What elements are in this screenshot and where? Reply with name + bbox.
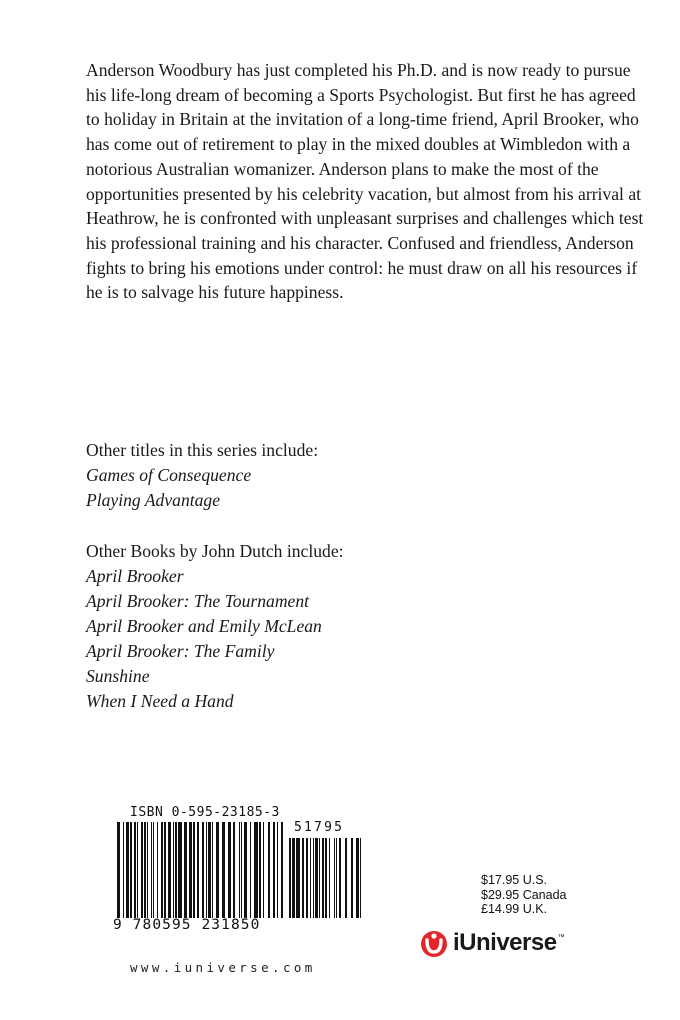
- barcode-bar: [360, 838, 361, 918]
- barcode-bar: [233, 822, 235, 918]
- barcode-bar: [193, 822, 195, 918]
- price-code: 51795: [294, 820, 345, 835]
- barcode-bar: [336, 838, 337, 918]
- other-books-heading: Other Books by John Dutch include:: [86, 541, 344, 561]
- barcode-bar: [197, 822, 199, 918]
- book-title: April Brooker and Emily McLean: [86, 616, 322, 636]
- barcode-bar: [151, 822, 152, 918]
- barcode-bar: [123, 822, 124, 918]
- barcode-bar: [315, 838, 318, 918]
- series-heading: Other titles in this series include:: [86, 440, 319, 460]
- ean-barcode: [117, 822, 283, 918]
- barcode-bar: [117, 822, 120, 918]
- barcode-bar: [281, 822, 283, 918]
- barcode-bar: [147, 822, 148, 918]
- barcode-bar: [134, 822, 136, 918]
- barcode-bar: [141, 822, 143, 918]
- other-books: [86, 539, 646, 714]
- barcode-bar: [289, 838, 291, 918]
- barcode-bar: [175, 822, 177, 918]
- book-title: April Brooker: The Tournament: [86, 591, 310, 611]
- barcode-bar: [263, 822, 264, 918]
- publisher-name: iUniverse: [453, 929, 557, 956]
- barcode-bar: [322, 838, 324, 918]
- book-title: April Brooker: [86, 566, 184, 586]
- barcode-bar: [351, 838, 353, 918]
- publisher-logo: [419, 926, 565, 960]
- barcode-bar: [239, 822, 240, 918]
- barcode-bar: [244, 822, 247, 918]
- series-title: Playing Advantage: [86, 490, 221, 510]
- barcode-bar: [212, 822, 213, 918]
- ean-digits: 9 780595 231850: [113, 917, 261, 933]
- barcode-bar: [208, 822, 211, 918]
- barcode-bar: [254, 822, 258, 918]
- trademark-symbol: ™: [557, 934, 565, 941]
- barcode-bar: [339, 838, 341, 918]
- barcode-bar: [126, 822, 129, 918]
- price-list: [481, 873, 567, 917]
- barcode-bar: [241, 822, 242, 918]
- barcode-bar: [216, 822, 219, 918]
- barcode-bar: [296, 838, 300, 918]
- barcode-bar: [178, 822, 182, 918]
- barcode-bar: [313, 838, 314, 918]
- barcode-bar: [277, 822, 278, 918]
- iuniverse-logo-icon: [419, 927, 449, 959]
- barcode-bar: [250, 822, 251, 918]
- book-title: April Brooker: The Family: [86, 641, 275, 661]
- barcode-bar: [168, 822, 171, 918]
- publisher-website: www.iuniverse.com: [130, 960, 316, 975]
- barcode-bar: [259, 822, 261, 918]
- barcode-bar: [153, 822, 154, 918]
- blurb-paragraph: Anderson Woodbury has just completed his Ph.D. and is now ready to pursue his life-long dream of becoming a Sports Psychologist. But first he has agreed to holiday in Britain at the invitation of a long-time friend, April Brooker, who has come out of retirement to play in the mixed doubles at Wimbledon with a notorious Australian womanizer. Anderson plans to make the most of the opportunities presented by his celebrity vacation, but almost from his arrival at Heathrow, he is confronted with unpleasant surprises and challenges which test his professional training and his character. Confused and friendless, Anderson fights to bring his emotions under control: he must draw on all his resources if he is to salvage his future happiness.: [86, 60, 644, 303]
- barcode-bar: [144, 822, 146, 918]
- barcode-bar: [292, 838, 295, 918]
- barcode-bar: [325, 838, 327, 918]
- barcode-bar: [268, 822, 270, 918]
- barcode-bar: [137, 822, 138, 918]
- back-cover-blurb: [86, 58, 646, 305]
- barcode-bar: [273, 822, 275, 918]
- barcode-bar: [157, 822, 158, 918]
- price-uk: £14.99 U.K.: [481, 902, 548, 916]
- isbn-label: ISBN 0-595-23185-3: [130, 805, 280, 820]
- series-title: Games of Consequence: [86, 465, 252, 485]
- barcode-bar: [206, 822, 207, 918]
- addon-barcode: [289, 838, 361, 934]
- barcode-bar: [161, 822, 163, 918]
- barcode-bar: [130, 822, 132, 918]
- barcode-bar: [310, 838, 311, 918]
- barcode-bar: [164, 822, 166, 918]
- barcode-bar: [334, 838, 335, 918]
- price-us: $17.95 U.S.: [481, 873, 548, 887]
- barcode-bar: [306, 838, 308, 918]
- barcode-bar: [329, 838, 330, 918]
- price-canada: $29.95 Canada: [481, 887, 567, 902]
- barcode-bar: [356, 838, 359, 918]
- book-title: Sunshine: [86, 666, 150, 686]
- barcode-bar: [319, 838, 320, 918]
- barcode-bar: [222, 822, 225, 918]
- barcode-bar: [228, 822, 231, 918]
- barcode-bar: [345, 838, 347, 918]
- barcode-bar: [184, 822, 187, 918]
- series-titles: [86, 438, 646, 513]
- barcode-bar: [302, 838, 304, 918]
- book-title: When I Need a Hand: [86, 691, 234, 711]
- barcode-bar: [189, 822, 192, 918]
- barcode-bar: [202, 822, 204, 918]
- barcode-bar: [173, 822, 174, 918]
